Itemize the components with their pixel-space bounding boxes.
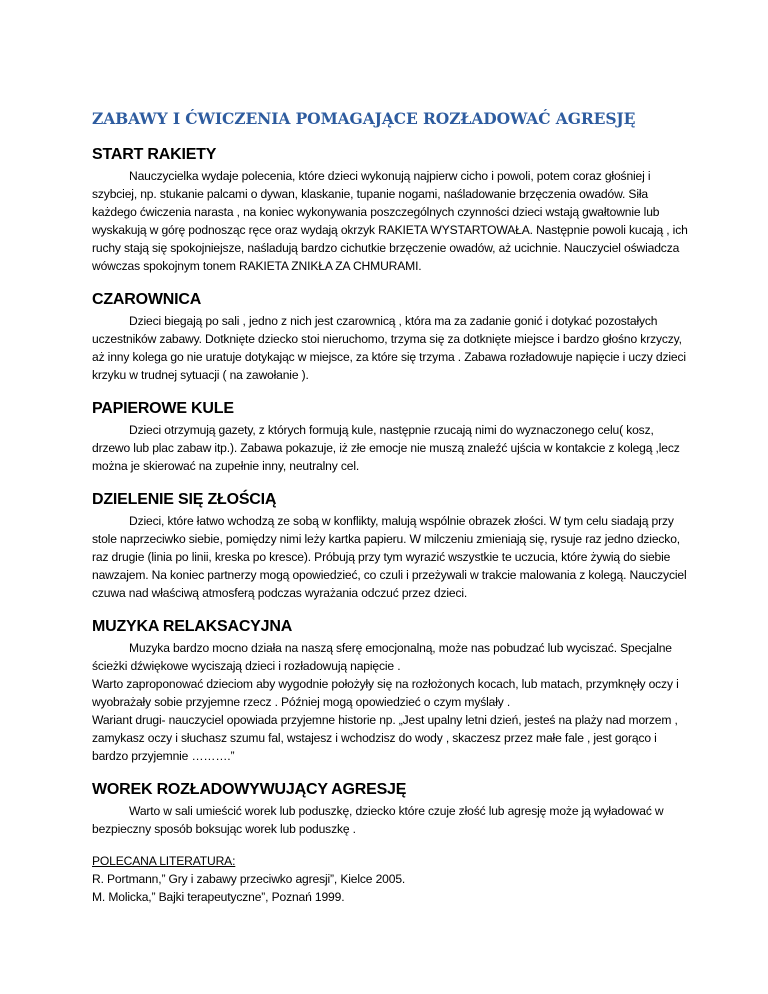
- references-title: POLECANA LITERATURA:: [92, 854, 236, 868]
- section-heading: WOREK ROZŁADOWYWUJĄCY AGRESJĘ: [92, 781, 407, 798]
- reference-item: R. Portmann,” Gry i zabawy przeciwko agresji”, Kielce 2005.: [92, 872, 406, 886]
- section-heading: START RAKIETY: [92, 146, 217, 163]
- section-paragraph: Nauczycielka wydaje polecenia, które dzieci wykonują najpierw cicho i powoli, potem coraz głośniej i szybciej, np. stukanie palcami o dywan, klaskanie, tupanie nogami, naśladowanie brzęczenia owadów. Siła każdego ćwiczenia narasta , na koniec wykonywania poszczególnych czynności dzieci wstają gwałtownie lub wyskakują w górę podnosząc ręce oraz wydają okrzyk RAKIETA WYSTARTOWAŁA. Następnie powoli kucają , ich ruchy stają się spokojniejsze, naśladują bardzo cichutkie brzęczenie owadów, aż ucichnie. Nauczyciel oświadcza wówczas spokojnym tonem RAKIETA ZNIKŁA ZA CHMURAMI.: [92, 169, 688, 273]
- document-title: ZABAWY I ĆWICZENIA POMAGAJĄCE ROZŁADOWAĆ AGRESJĘ: [92, 109, 636, 128]
- section-paragraph: Wariant drugi- nauczyciel opowiada przyjemne historie np. „Jest upalny letni dzień, jesteś na plaży nad morzem , zamykasz oczy i słuchasz szumu fal, wstajesz i wchodzisz do wody , skaczesz przez małe fale , jest gorąco i bardzo przyjemnie ……….”: [92, 713, 678, 763]
- section-heading: CZAROWNICA: [92, 291, 202, 308]
- section-paragraph: Dzieci biegają po sali , jedno z nich jest czarownicą , która ma za zadanie gonić i dotykać pozostałych uczestników zabawy. Dotknięte dziecko stoi nieruchomo, trzyma się za dotknięte miejsce i bardzo głośno krzyczy, aż inny kolega go nie uratuje dotykając w miejsce, za które się trzyma . Zabawa rozładowuje napięcie i uczy dzieci krzyku w trudnej sytuacji ( na zawołanie ).: [92, 314, 686, 382]
- section-worek: [92, 779, 688, 838]
- section-paragraph: Warto w sali umieścić worek lub poduszkę, dziecko które czuje złość lub agresję może ją wyładować w bezpieczny sposób boksując worek lub poduszkę .: [92, 804, 664, 836]
- references: [92, 852, 688, 906]
- section-paragraph: Muzyka bardzo mocno działa na naszą sferę emocjonalną, może nas pobudzać lub wyciszać. Specjalne ścieżki dźwiękowe wyciszają dzieci i rozładowują napięcie .: [92, 641, 672, 673]
- section-muzyka-relaksacyjna: [92, 616, 688, 765]
- reference-item: M. Molicka,” Bajki terapeutyczne”, Poznań 1999.: [92, 890, 345, 904]
- section-czarownica: [92, 289, 688, 384]
- section-papierowe-kule: [92, 398, 688, 475]
- section-paragraph: Warto zaproponować dzieciom aby wygodnie położyły się na rozłożonych kocach, lub matach, przymknęły oczy i wyobrażały sobie przyjemne rzecz . Później mogą opowiedzieć o czym myślały .: [92, 677, 679, 709]
- section-heading: PAPIEROWE KULE: [92, 400, 234, 417]
- section-heading: DZIELENIE SIĘ ZŁOŚCIĄ: [92, 491, 277, 508]
- section-paragraph: Dzieci, które łatwo wchodzą ze sobą w konflikty, malują wspólnie obrazek złości. W tym celu siadają przy stole naprzeciwko siebie, pomiędzy nimi leży kartka papieru. W milczeniu zmieniają się, rysuje raz jedno dziecko, raz drugie (linia po linii, kreska po kresce). Próbują przy tym wyrazić wszystkie te uczucia, które żywią do siebie nawzajem. Na koniec partnerzy mogą opowiedzieć, co czuli i przeżywali w trakcie malowania z kolegą. Nauczyciel czuwa nad właściwą atmosferą podczas wyrażania odczuć przez dzieci.: [92, 514, 687, 600]
- section-paragraph: Dzieci otrzymują gazety, z których formują kule, następnie rzucają nimi do wyznaczonego celu( kosz, drzewo lub plac zabaw itp.). Zabawa pokazuje, iż złe emocje nie muszą znaleźć ujścia w kontakcie z kolegą ,lecz można je skierować na zupełnie inny, neutralny cel.: [92, 423, 680, 473]
- section-start-rakiety: [92, 144, 688, 275]
- document-page: [92, 109, 688, 906]
- section-dzielenie-sie-zloscia: [92, 489, 688, 602]
- section-heading: MUZYKA RELAKSACYJNA: [92, 618, 293, 635]
